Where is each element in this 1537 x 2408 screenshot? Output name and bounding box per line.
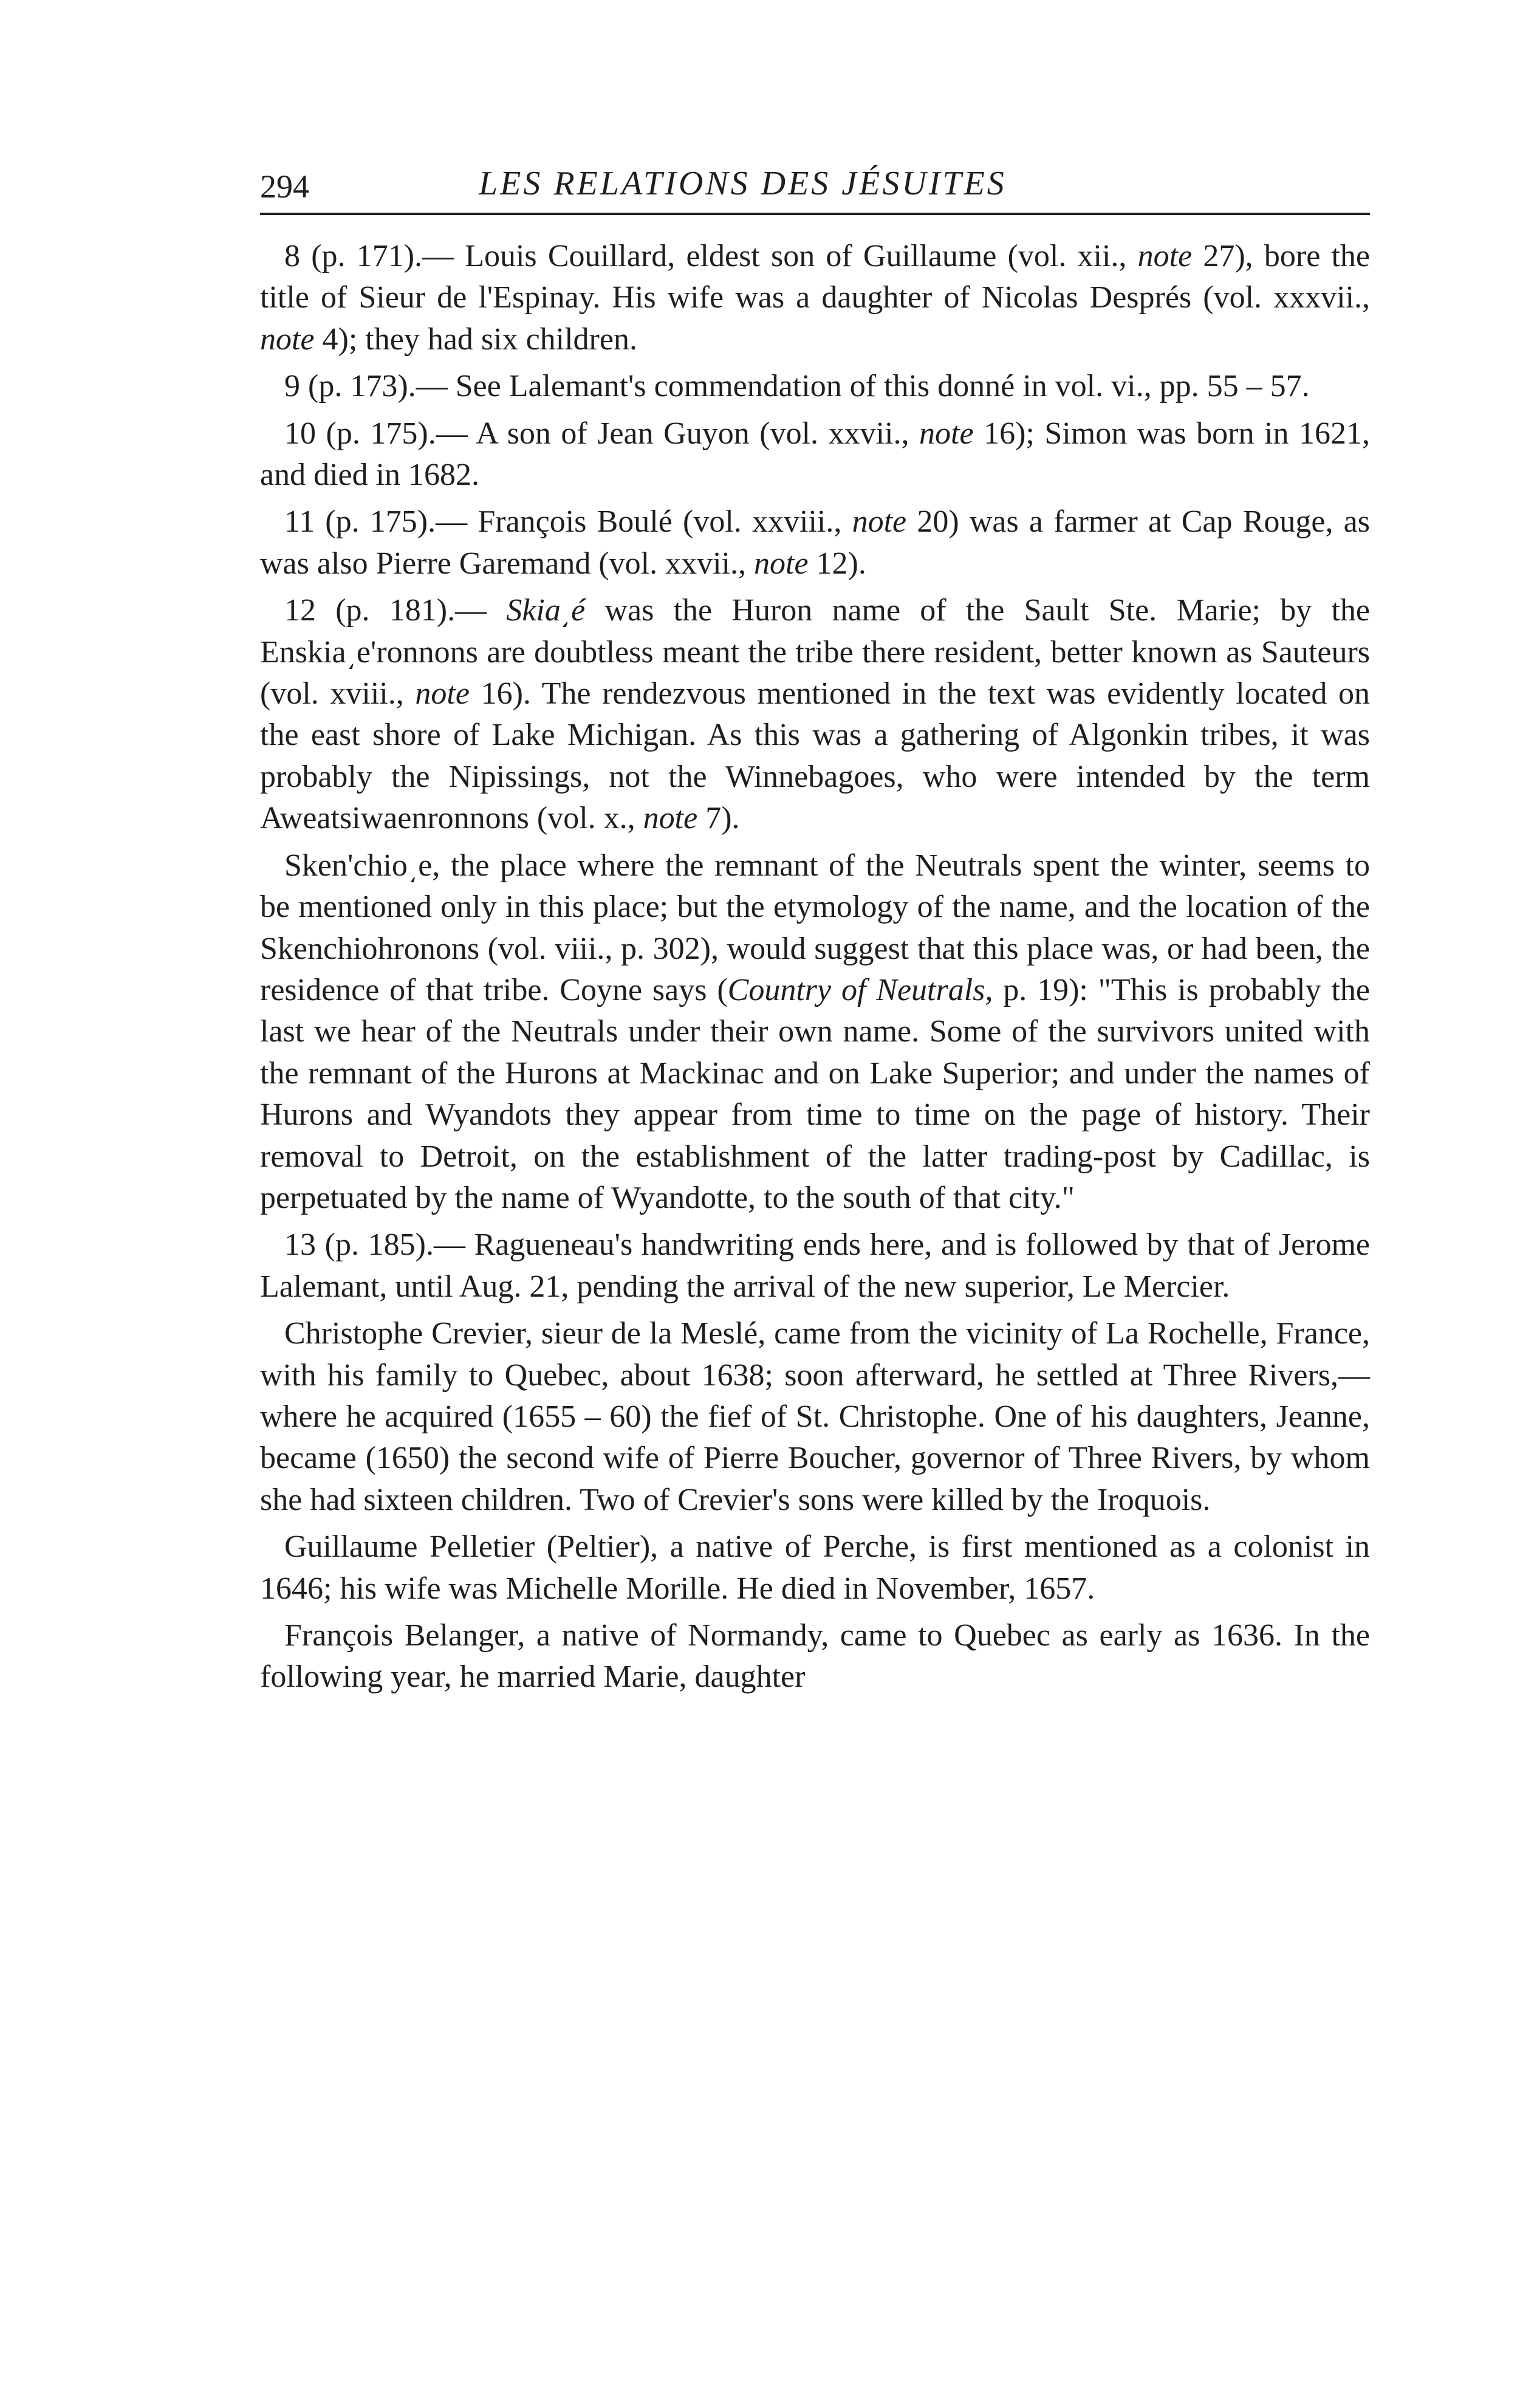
note-text: p. 19): "This is probably the last we hear of the Neutrals under their own name. Some of the survivors united with the remnant of the Hurons at Mackinac and on Lake Superior; and under the names of Hurons and Wyandots they appear from time to time on the page of history. Their removal to Detroit, on the establishment of the latter trading-post by Cadillac, is perpetuated by the name of Wyandotte, to the south of that city." — [260, 972, 1370, 1215]
running-title: LES RELATIONS DES JÉSUITES — [479, 165, 1007, 202]
note-text: Christophe Crevier, sieur de la Meslé, came from the vicinity of La Rochelle, France, with his family to Quebec, about 1638; soon afterward, he settled at Three Rivers,— where he acquired (1655 – 60) the fief of St. Christophe. One of his daughters, Jeanne, became (1650) the second wife of Pierre Boucher, governor of Three Rivers, by whom she had sixteen children. Two of Crevier's sons were killed by the Iroquois. — [260, 1316, 1370, 1517]
note-text: Sken'chio͵e, the place where the remnant of the Neutrals spent the winter, seems to be mentioned only in this place; but the etymology of the name, and the location of the Skenchiohronons (vol. viii., p. 302), would suggest that this place was, or had been, the residence of that tribe. Coyne says ( — [260, 848, 1370, 1007]
note-text: 11 (p. 175).— François Boulé (vol. xxviii., — [284, 504, 852, 540]
running-header — [260, 164, 1370, 215]
italic-text: note — [415, 676, 470, 712]
note-text: 20) was a farmer at Cap Rouge, as was also Pierre Garemand (vol. xxvii., — [260, 504, 1370, 581]
italic-text: note — [852, 504, 907, 540]
italic-text: Country of Neutrals, — [727, 972, 993, 1007]
note-text: was the Huron name of the Sault Ste. Marie; by the Enskia͵e'ronnons are doubtless meant the tribe there resident, better known as Sauteurs (vol. xviii., — [260, 593, 1370, 712]
note-text: 10 (p. 175).— A son of Jean Guyon (vol. xxvii., — [284, 416, 920, 451]
note-paragraph — [260, 1526, 1370, 1610]
note-text: 16). The rendezvous mentioned in the text was evidently located on the east shore of Lake Michigan. As this was a gathering of Algonkin tribes, it was probably the Nipissings, not the Winnebagoes, who were intended by the term Aweatsiwaenronnons (vol. x., — [260, 676, 1370, 836]
note-text: François Belanger, a native of Normandy, came to Quebec as early as 1636. In the following year, he married Marie, daughter — [260, 1618, 1370, 1695]
note-paragraph — [260, 1224, 1370, 1308]
note-paragraph — [260, 501, 1370, 585]
note-paragraph — [260, 236, 1370, 360]
note-paragraph — [260, 1615, 1370, 1698]
italic-text: note — [260, 321, 315, 357]
note-text: 27), bore the title of Sieur de l'Espinay. His wife was a daughter of Nicolas Després (vol. xxxvii., — [260, 239, 1370, 315]
note-paragraph — [260, 366, 1370, 407]
italic-text: note — [643, 801, 698, 836]
note-text: Guillaume Pelletier (Peltier), a native of Perche, is first mentioned as a colonist in 1646; his wife was Michelle Morille. He died in November, 1657. — [260, 1529, 1370, 1606]
italic-text: note — [919, 416, 974, 451]
note-paragraph — [260, 845, 1370, 1219]
note-text: 16); Simon was born in 1621, and died in 1682. — [260, 416, 1370, 493]
note-paragraph — [260, 590, 1370, 839]
endnotes — [260, 236, 1370, 1698]
note-paragraph — [260, 1313, 1370, 1521]
book-page — [260, 164, 1370, 1704]
note-paragraph — [260, 413, 1370, 496]
note-text: 8 (p. 171).— Louis Couillard, eldest son of Guillaume (vol. xii., — [284, 239, 1138, 273]
note-text: 7). — [697, 801, 740, 836]
italic-text: note — [754, 546, 809, 581]
note-text: 13 (p. 185).— Ragueneau's handwriting ends here, and is followed by that of Jerome Lalemant, until Aug. 21, pending the arrival of the new superior, Le Mercier. — [260, 1227, 1370, 1304]
note-text: 12 (p. 181).— — [284, 593, 507, 628]
note-text: 12). — [808, 546, 866, 581]
note-text: 9 (p. 173).— See Lalemant's commendation of this donné in vol. vi., pp. 55 – 57. — [284, 369, 1310, 404]
italic-text: note — [1137, 239, 1193, 273]
italic-text: Skia͵é — [506, 593, 586, 628]
page-number: 294 — [260, 168, 309, 205]
note-text: 4); they had six children. — [314, 321, 637, 357]
